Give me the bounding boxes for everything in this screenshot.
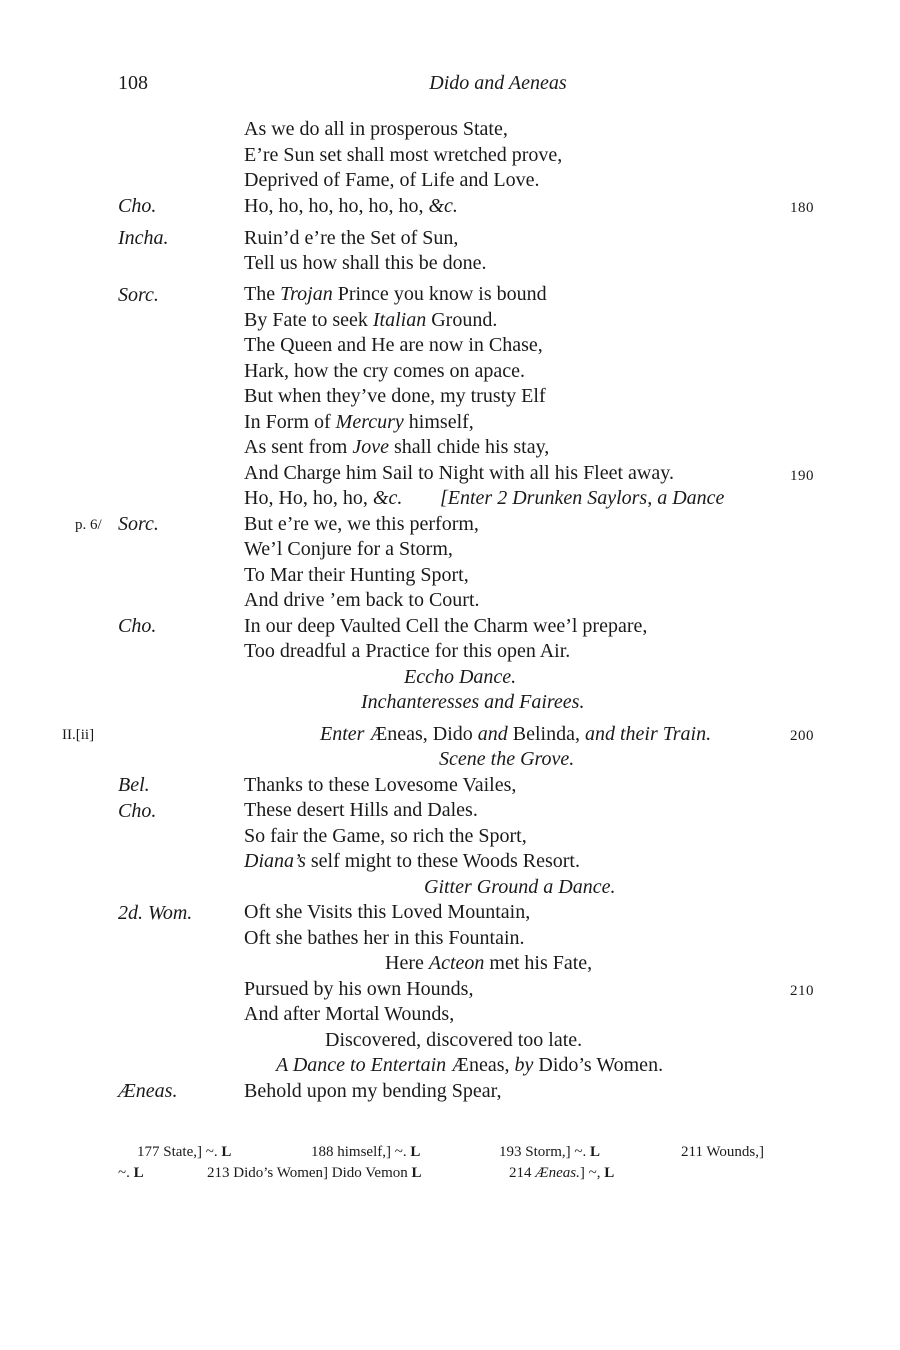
footnote-siglum: L xyxy=(410,1144,421,1160)
verse-line: Thanks to these Lovesome Vailes, xyxy=(244,774,517,796)
verse-line: And drive ’em back to Court. xyxy=(244,589,480,611)
footnote xyxy=(118,1165,144,1182)
footnote xyxy=(137,1144,231,1161)
footnote-siglum: L xyxy=(604,1165,615,1181)
verse-line: So fair the Game, so rich the Sport, xyxy=(244,825,527,847)
verse-line: But when they’ve done, my trusty Elf xyxy=(244,385,546,407)
footnote-siglum: L xyxy=(133,1165,144,1181)
line-number: 200 xyxy=(790,728,814,744)
verse-text: Ho, ho, ho, ho, ho, ho, xyxy=(244,195,429,217)
running-title: Dido and Aeneas xyxy=(429,72,567,94)
verse-line xyxy=(244,849,580,875)
line-number: 180 xyxy=(790,200,814,216)
stage-direction: [Enter 2 Drunken Saylors, a Dance xyxy=(440,487,725,509)
stage-direction: Gitter Ground a Dance. xyxy=(424,876,616,898)
verse-line: As we do all in prosperous State, xyxy=(244,118,508,140)
speaker-label: Sorc. xyxy=(118,284,159,306)
footnote-text: 177 State,] ~. xyxy=(137,1144,222,1160)
act-scene-note: II.[ii] xyxy=(62,727,95,743)
verse-line: We’l Conjure for a Storm, xyxy=(244,538,453,560)
verse-text: In Form of xyxy=(244,411,336,433)
verse-text: himself, xyxy=(403,411,474,433)
verse-line xyxy=(385,951,592,977)
verse-line: These desert Hills and Dales. xyxy=(244,799,478,821)
verse-text: met his Fate, xyxy=(484,952,593,974)
footnote: 211 Wounds,] xyxy=(681,1144,764,1160)
verse-line: In our deep Vaulted Cell the Charm wee’l prepare, xyxy=(244,615,648,637)
footnote xyxy=(499,1144,600,1161)
verse-text: Here xyxy=(385,952,429,974)
verse-line xyxy=(244,308,497,334)
verse-line: To Mar their Hunting Sport, xyxy=(244,564,469,586)
stage-direction: Eccho Dance. xyxy=(404,666,517,688)
sd-italic: A Dance to Entertain xyxy=(276,1054,452,1076)
verse-line: Too dreadful a Practice for this open Air. xyxy=(244,640,571,662)
verse-italic: Trojan xyxy=(280,283,333,305)
verse-line: Behold upon my bending Spear, xyxy=(244,1080,502,1102)
footnote-text: ~. xyxy=(118,1165,134,1181)
footnote-text: 214 xyxy=(509,1165,536,1181)
footnote-italic: Æneas. xyxy=(535,1165,580,1181)
speaker-label: Cho. xyxy=(118,615,157,637)
line-number: 190 xyxy=(790,468,814,484)
sd-italic: and their Train. xyxy=(584,723,712,745)
speaker-label: Cho. xyxy=(118,195,157,217)
verse-line: Oft she Visits this Loved Mountain, xyxy=(244,901,531,923)
etc-abbrev: &c. xyxy=(372,487,403,509)
footnote-text: 193 Storm,] ~. xyxy=(499,1144,591,1160)
speaker-label: Cho. xyxy=(118,800,157,822)
verse-text: Ho, Ho, ho, ho, xyxy=(244,487,373,509)
speaker-label: Incha. xyxy=(118,227,169,249)
verse-line: Ruin’d e’re the Set of Sun, xyxy=(244,227,459,249)
footnote-text: ] ~, xyxy=(579,1165,605,1181)
sd-roman: Æneas, xyxy=(451,1054,515,1076)
footnote xyxy=(207,1165,422,1182)
verse-line xyxy=(244,282,547,308)
sd-italic: and xyxy=(477,723,513,745)
sd-roman: Æneas, Dido xyxy=(369,723,478,745)
verse-line xyxy=(244,486,402,512)
verse-text: shall chide his stay, xyxy=(388,436,550,458)
line-number: 210 xyxy=(790,983,814,999)
stage-direction xyxy=(276,1053,663,1079)
verse-text: As sent from xyxy=(244,436,353,458)
verse-line: Deprived of Fame, of Life and Love. xyxy=(244,169,540,191)
speaker-label: Æneas. xyxy=(118,1080,178,1102)
footnote xyxy=(311,1144,420,1161)
verse-italic: Acteon xyxy=(428,952,485,974)
sd-italic: Enter xyxy=(320,723,370,745)
verse-line: E’re Sun set shall most wretched prove, xyxy=(244,144,563,166)
verse-line: Oft she bathes her in this Fountain. xyxy=(244,927,525,949)
speaker-label: 2d. Wom. xyxy=(118,902,193,924)
speaker-label: Bel. xyxy=(118,774,150,796)
verse-line: And Charge him Sail to Night with all his Fleet away. xyxy=(244,462,674,484)
sd-roman: Belinda, xyxy=(512,723,585,745)
footnote-text: 188 himself,] ~. xyxy=(311,1144,411,1160)
verse-line: Discovered, discovered too late. xyxy=(325,1029,583,1051)
verse-line: Hark, how the cry comes on apace. xyxy=(244,360,525,382)
page-reference-note: p. 6/ xyxy=(75,517,102,533)
verse-italic: Italian xyxy=(372,309,427,331)
verse-line: Pursued by his own Hounds, xyxy=(244,978,474,1000)
verse-line xyxy=(244,194,458,220)
verse-text: The xyxy=(244,283,281,305)
verse-text: Ground. xyxy=(426,309,498,331)
verse-line: But e’re we, we this perform, xyxy=(244,513,479,535)
verse-italic: Jove xyxy=(352,436,389,458)
footnote-siglum: L xyxy=(411,1165,422,1181)
footnote-siglum: L xyxy=(221,1144,232,1160)
verse-italic: Mercury xyxy=(335,411,404,433)
verse-line xyxy=(244,410,474,436)
footnote-siglum: L xyxy=(590,1144,601,1160)
verse-text: Prince you know is bound xyxy=(332,283,547,305)
verse-line: The Queen and He are now in Chase, xyxy=(244,334,543,356)
verse-line xyxy=(244,435,549,461)
footnote xyxy=(509,1165,614,1182)
sd-italic: by xyxy=(514,1054,539,1076)
etc-abbrev: &c. xyxy=(428,195,458,217)
scene-heading: Scene the Grove. xyxy=(439,748,575,770)
page-number: 108 xyxy=(118,72,148,94)
footnote-text: 213 Dido’s Women] Dido Vemon xyxy=(207,1165,412,1181)
speaker-label: Sorc. xyxy=(118,513,159,535)
verse-italic: Diana’s xyxy=(244,850,306,872)
verse-line: Tell us how shall this be done. xyxy=(244,252,487,274)
verse-text: self might to these Woods Resort. xyxy=(305,850,580,872)
stage-direction: Inchanteresses and Fairees. xyxy=(361,691,585,713)
verse-line: And after Mortal Wounds, xyxy=(244,1003,455,1025)
verse-text: By Fate to seek xyxy=(244,309,373,331)
sd-roman: Dido’s Women. xyxy=(538,1054,664,1076)
stage-direction xyxy=(320,722,711,748)
